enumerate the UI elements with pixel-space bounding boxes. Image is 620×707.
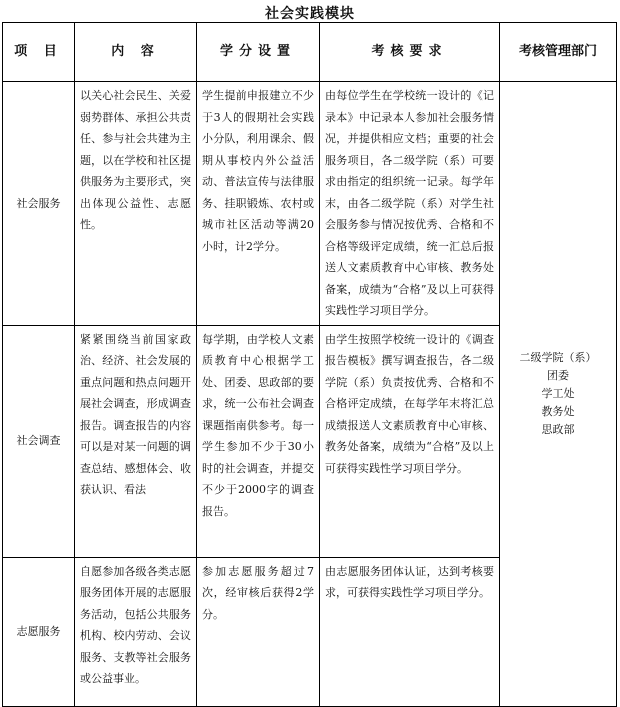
dept-cell: [500, 82, 617, 707]
dept-name: 思政部: [541, 422, 575, 436]
row-assessment: 由志愿服务团体认证，达到考核要求，可获得实践性学习项目学分。: [320, 557, 500, 706]
header-content: 内 容: [75, 23, 197, 82]
row-item: 社会服务: [3, 82, 75, 326]
row-item: 社会调查: [3, 325, 75, 557]
page-title: 社会实践模块: [265, 6, 355, 22]
header-credit: 学分设置: [197, 23, 320, 82]
header-item: 项 目: [3, 23, 75, 82]
dept-name: 教务处: [541, 404, 575, 418]
table-header-row: [3, 23, 617, 82]
practice-module-table: [2, 22, 617, 707]
dept-name: 学工处: [541, 386, 575, 400]
dept-name: 团委: [547, 368, 569, 382]
row-item: 志愿服务: [3, 557, 75, 706]
row-credit: 学生提前申报建立不少于3人的假期社会实践小分队，利用课余、假期从事校内外公益活动、普法宣传与法律服务、挂职锻炼、农村或城市社区活动等满20小时，计2学分。: [197, 82, 320, 326]
row-assessment: 由每位学生在学校统一设计的《记录本》中记录本人参加社会服务情况，并提供相应文档；重要的社会服务项目，各二级学院（系）可要求由指定的组织统一记录。每学年末，由各二级学院（系）对学生社会服务参与情况按优秀、合格和不合格等级评定成绩，统一汇总后报送人文素质教育中心审核、教务处备案，成绩为“合格”及以上可获得实践性学习项目学分。: [320, 82, 500, 326]
row-content: 紧紧围绕当前国家政治、经济、社会发展的重点问题和热点问题开展社会调查，形成调查报告。调查报告的内容可以是对某一问题的调查总结、感想体会、收获认识、看法: [75, 325, 197, 557]
dept-name: 二级学院（系）: [519, 350, 597, 364]
row-assessment: 由学生按照学校统一设计的《调查报告模板》撰写调查报告，各二级学院（系）负责按优秀、合格和不合格评定成绩，在每学年末将汇总成绩报送人文素质教育中心审核、教务处备案，成绩为“合格”及以上可获得实践性学习项目学分。: [320, 325, 500, 557]
header-assessment: 考核要求: [320, 23, 500, 82]
row-credit: 参加志愿服务超过7次，经审核后获得2学分。: [197, 557, 320, 706]
header-dept: 考核管理部门: [500, 23, 617, 82]
table-row: [3, 82, 617, 326]
row-credit: 每学期，由学校人文素质教育中心根据学工处、团委、思政部的要求，统一公布社会调查课题指南供参考。每一学生参加不少于30小时的社会调查，并提交不少于2000字的调查报告。: [197, 325, 320, 557]
row-content: 自愿参加各级各类志愿服务团体开展的志愿服务活动，包括公共服务机构、校内劳动、会议服务、支教等社会服务或公益事业。: [75, 557, 197, 706]
row-content: 以关心社会民生、关爱弱势群体、承担公共责任、参与社会共建为主题，以在学校和社区提供服务为主要形式，突出体现公益性、志愿性。: [75, 82, 197, 326]
